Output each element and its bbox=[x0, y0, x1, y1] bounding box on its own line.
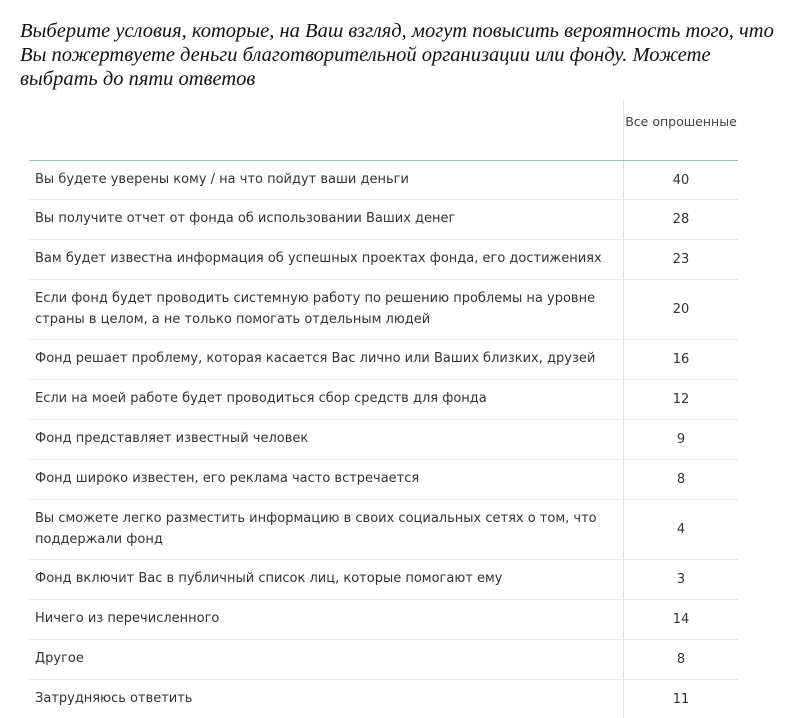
row-label: Затрудняюсь ответить bbox=[35, 690, 193, 706]
row-value: 11 bbox=[672, 691, 690, 707]
row-value: 3 bbox=[676, 572, 686, 587]
row-value: 8 bbox=[676, 472, 686, 487]
row-label: Фонд представляет известный человек bbox=[35, 431, 309, 447]
row-value: 9 bbox=[676, 432, 686, 447]
question-title: Выберите условия, которые, на Ваш взгляд, могут повысить вероятность того, что Вы пожертвуете деньги благотворительной организации или фонду. Можете выбрать до пяти ответов bbox=[20, 20, 774, 90]
table-header bbox=[29, 100, 738, 161]
table-row bbox=[29, 680, 738, 718]
row-label: Вы получите отчет от фонда об использовании Ваших денег bbox=[35, 211, 456, 227]
table-row bbox=[29, 460, 738, 500]
row-value: 28 bbox=[672, 212, 690, 227]
row-value: 40 bbox=[672, 172, 690, 188]
row-value: 12 bbox=[672, 392, 690, 407]
table-row bbox=[29, 161, 738, 200]
row-label: Другое bbox=[35, 651, 84, 667]
row-label: Вы будете уверены кому / на что пойдут ваши деньги bbox=[35, 171, 409, 187]
row-value: 23 bbox=[672, 252, 690, 267]
table-row bbox=[29, 240, 738, 280]
row-label: Вы сможете легко разместить информацию в своих социальных сетях о том, что поддержали фонд bbox=[35, 511, 597, 547]
results-table bbox=[29, 100, 738, 718]
table-row bbox=[29, 640, 738, 680]
row-value: 20 bbox=[672, 302, 690, 317]
row-label: Если фонд будет проводить системную работу по решению проблемы на уровне страны в целом, а не только помогать отдельным людей bbox=[35, 291, 596, 327]
table-row bbox=[29, 280, 738, 340]
row-value: 16 bbox=[672, 352, 690, 367]
table-row bbox=[29, 200, 738, 240]
row-value: 8 bbox=[676, 652, 686, 667]
table-row bbox=[29, 500, 738, 560]
row-label: Фонд широко известен, его реклама часто встречается bbox=[35, 471, 420, 487]
table-row bbox=[29, 340, 738, 380]
row-label: Вам будет известна информация об успешных проектах фонда, его достижениях bbox=[35, 251, 602, 267]
table-row bbox=[29, 600, 738, 640]
row-value: 14 bbox=[672, 612, 690, 627]
row-value: 4 bbox=[676, 522, 686, 537]
table-row bbox=[29, 420, 738, 460]
row-label: Фонд решает проблему, которая касается Вас лично или Ваших близких, друзей bbox=[35, 351, 596, 367]
row-label: Ничего из перечисленного bbox=[35, 611, 220, 627]
column-header-all-respondents: Все опрошенные bbox=[625, 114, 737, 129]
row-label: Фонд включит Вас в публичный список лиц, которые помогают ему bbox=[35, 571, 503, 587]
table-row bbox=[29, 380, 738, 420]
table-row bbox=[29, 560, 738, 600]
row-label: Если на моей работе будет проводиться сбор средств для фонда bbox=[35, 391, 487, 407]
